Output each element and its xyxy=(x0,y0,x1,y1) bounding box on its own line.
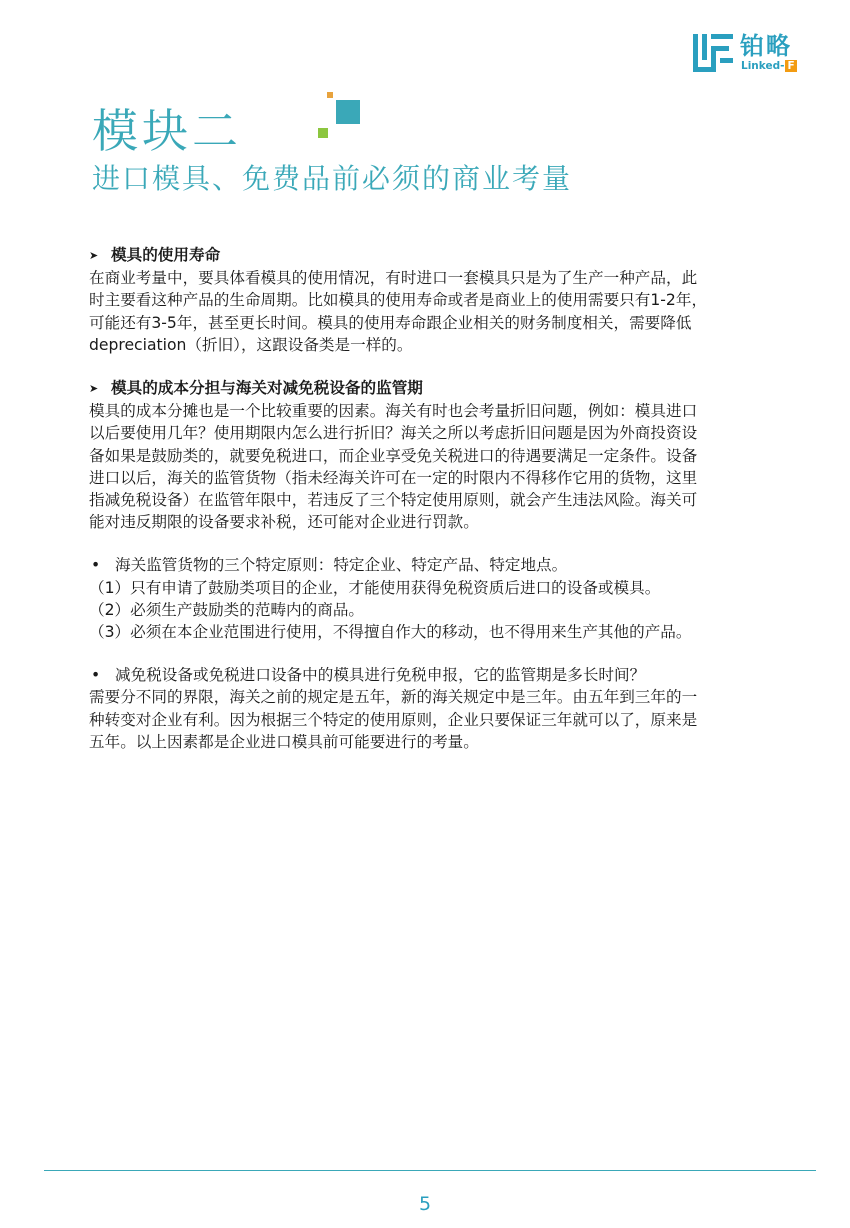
logo-name-cn: 铂略 xyxy=(740,32,792,60)
list-item: （3）必须在本企业范围进行使用，不得擅自作大的移动，也不得用来生产其他的产品。 xyxy=(89,623,692,642)
paragraph-line: 可能还有3-5年，甚至更长时间。模具的使用寿命跟企业相关的财务制度相关，需要降低 xyxy=(89,313,692,332)
document-body xyxy=(89,244,779,753)
arrow-bullet-icon: ➤ xyxy=(89,249,99,262)
section-heading-text: 模具的成本分担与海关对减免税设备的监管期 xyxy=(111,379,423,398)
module-subtitle: 进口模具、免费品前必须的商业考量 xyxy=(92,162,573,195)
paragraph-line: 时主要看这种产品的生命周期。比如模具的使用寿命或者是商业上的使用需要只有1-2年， xyxy=(89,291,708,310)
list-item xyxy=(89,554,779,576)
principles-title: 海关监管货物的三个特定原则：特定企业、特定产品、特定地点。 xyxy=(115,556,568,575)
paragraph-line: 以后要使用几年？使用期限内怎么进行折旧？海关之所以考虑折旧问题是因为外商投资设 xyxy=(89,424,698,443)
paragraph-line: 在商业考量中，要具体看模具的使用情况，有时进口一套模具只是为了生产一种产品，此 xyxy=(89,269,698,288)
arrow-bullet-icon: ➤ xyxy=(89,382,99,396)
paragraph-line: 需要分不同的界限，海关之前的规定是五年，新的海关规定中是三年。由五年到三年的一 xyxy=(89,688,698,707)
decorative-squares-icon xyxy=(318,92,364,142)
paragraph-line: 指减免税设备）在监管年限中，若违反了三个特定使用原则，就会产生违法风险。海关可 xyxy=(89,491,698,510)
paragraph-line: 能对违反期限的设备要求补税，还可能对企业进行罚款。 xyxy=(89,513,479,532)
supervision-question: 减免税设备或免税进口设备中的模具进行免税申报，它的监管期是多长时间？ xyxy=(115,666,646,685)
list-item: （1）只有申请了鼓励类项目的企业，才能使用获得免税资质后进口的设备或模具。 xyxy=(89,578,661,597)
section-cost-sharing xyxy=(89,377,779,533)
paragraph-line: depreciation（折旧），这跟设备类是一样的。 xyxy=(89,335,413,354)
footer-divider xyxy=(44,1170,816,1171)
section-heading xyxy=(89,377,779,400)
logo-name-en-badge: F xyxy=(787,60,795,72)
principles-list xyxy=(89,554,779,643)
paragraph-line: 五年。以上因素都是企业进口模具前可能要进行的考量。 xyxy=(89,732,479,751)
section-heading xyxy=(89,244,779,267)
paragraph-line: 种转变对企业有利。因为根据三个特定的使用原则，企业只要保证三年就可以了，原来是 xyxy=(89,710,698,729)
supervision-period xyxy=(89,664,779,753)
list-item xyxy=(89,664,779,686)
page-number: 5 xyxy=(418,1193,432,1215)
section-heading-text: 模具的使用寿命 xyxy=(111,246,221,264)
module-title: 模块二 xyxy=(92,104,242,158)
logo-name-en xyxy=(741,60,797,72)
section-service-life xyxy=(89,244,779,356)
paragraph-line: 进口以后，海关的监管货物（指未经海关许可在一定的时限内不得移作它用的货物，这里 xyxy=(89,468,698,487)
paragraph-line: 模具的成本分摊也是一个比较重要的因素。海关有时也会考量折旧问题，例如：模具进口 xyxy=(89,402,698,421)
paragraph-line: 备如果是鼓励类的，就要免税进口，而企业享受免关税进口的待遇要满足一定条件。设备 xyxy=(89,446,698,465)
brand-logo xyxy=(693,32,813,74)
logo-name-en-text: Linked- xyxy=(741,60,785,72)
logo-mark-icon xyxy=(693,34,733,72)
bullet-icon: • xyxy=(91,556,101,575)
list-item: （2）必须生产鼓励类的范畴内的商品。 xyxy=(89,600,365,619)
bullet-icon: • xyxy=(91,666,101,685)
